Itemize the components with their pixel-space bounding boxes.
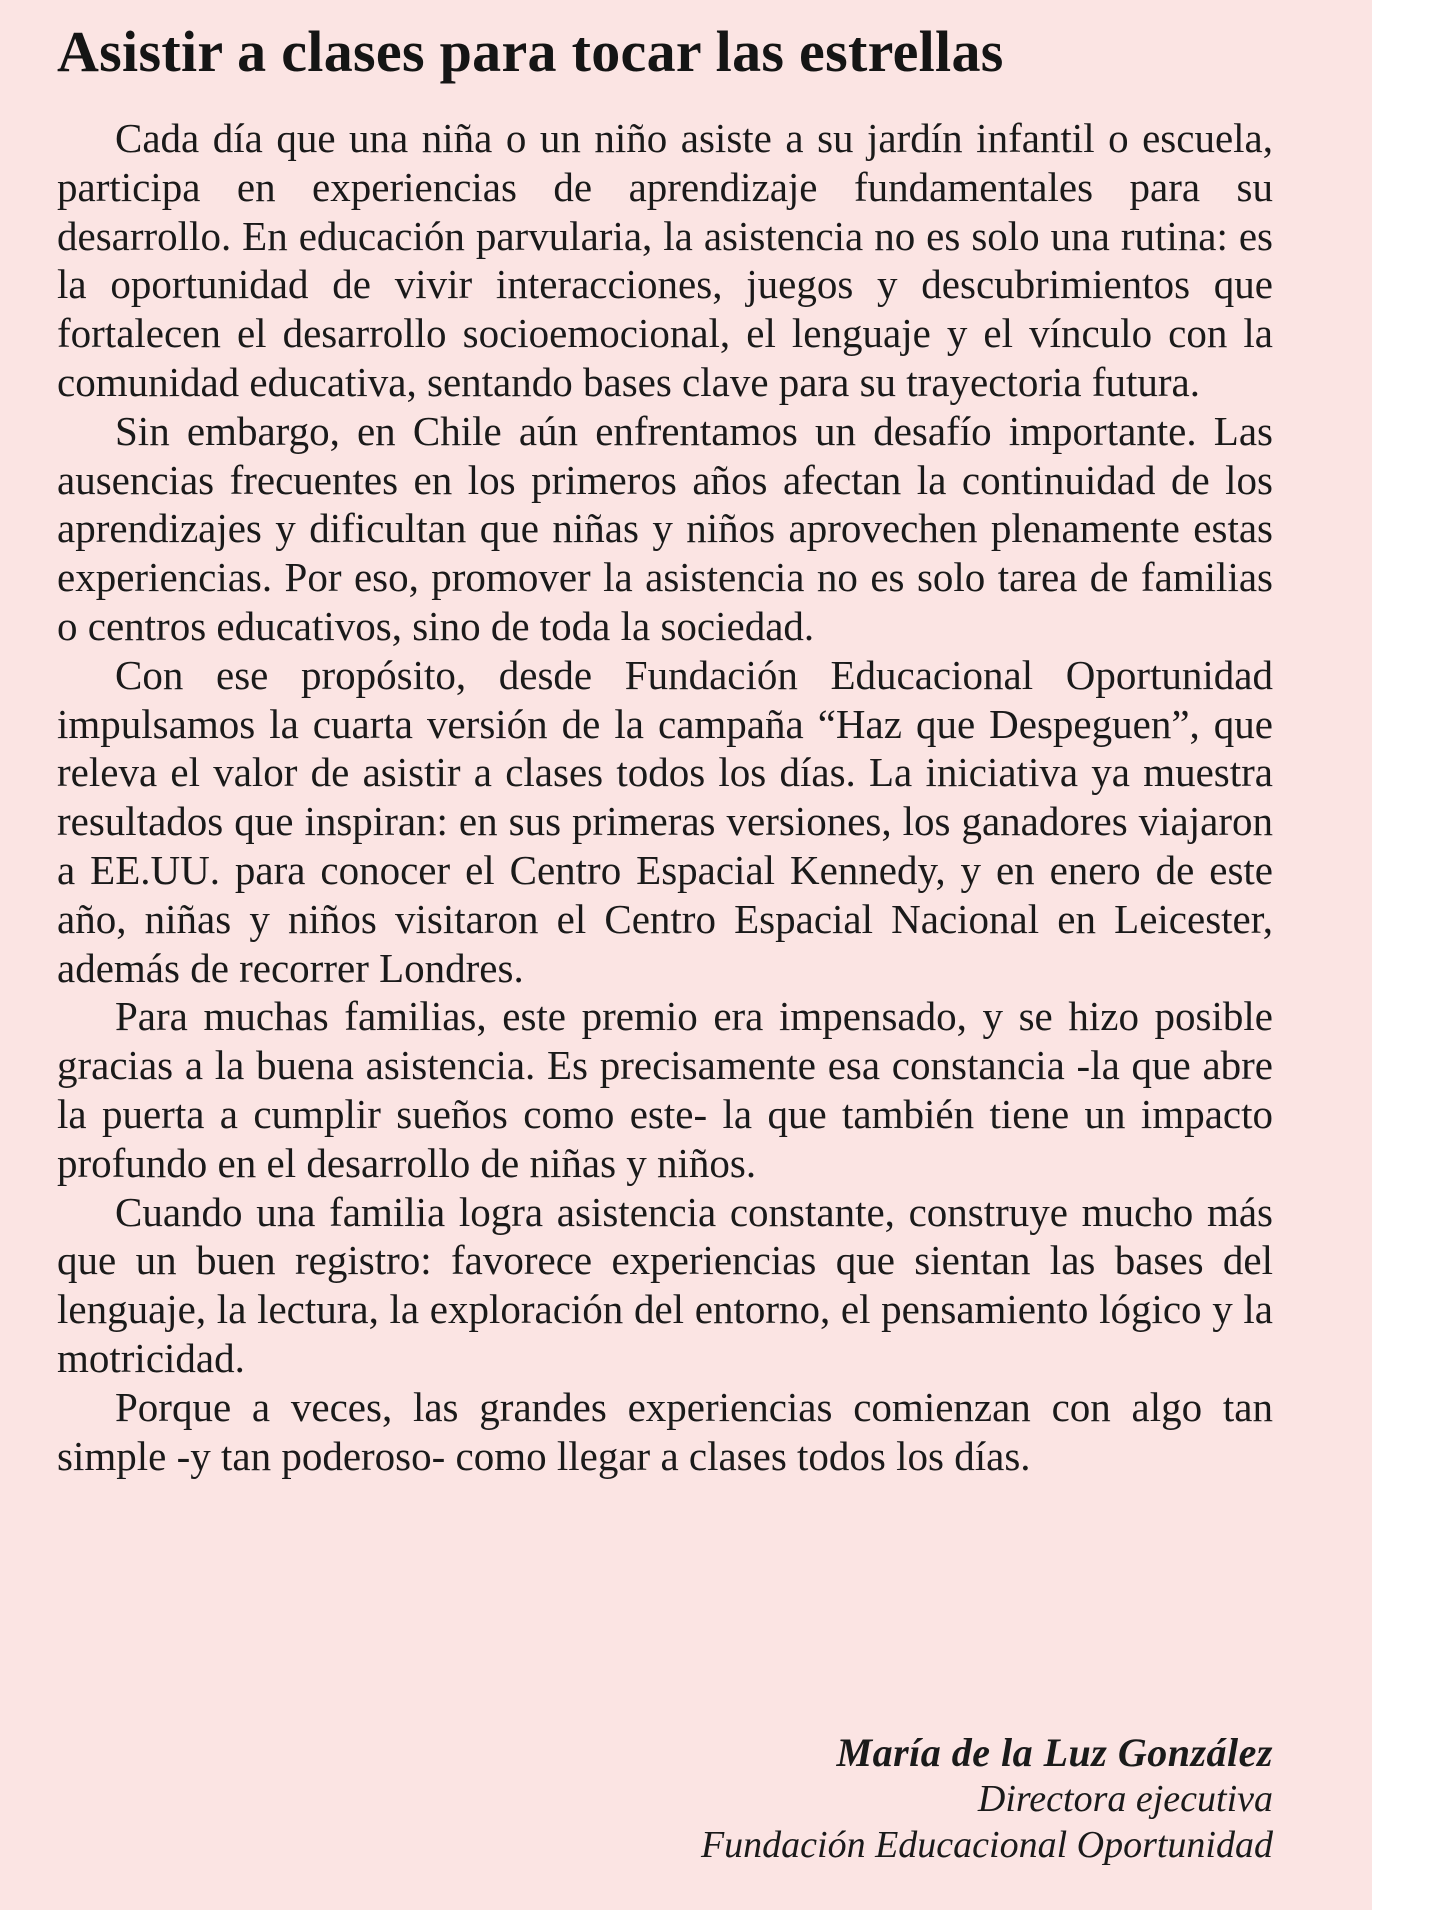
signature-role: Directora ejecutiva <box>977 1778 1273 1820</box>
signature-organization: Fundación Educacional Oportunidad <box>700 1824 1273 1866</box>
signature-block <box>701 1730 1273 1868</box>
paragraph-1: Cada día que una niña o un niño asiste a su jardín infantil o escuela, participa en experiencias de aprendizaje fundamentales para su desarrollo. En educación parvularia, la asistencia no es solo una rutina: es la oportunidad de vivir interacciones, juegos y descubrimientos que fortalecen el desarrollo socioemocional, el lenguaje y el vínculo con la comunidad educativa, sentando bases clave para su trayectoria futura. <box>57 115 1273 405</box>
paragraph-2: Sin embargo, en Chile aún enfrentamos un desafío importante. Las ausencias frecuentes en los primeros años afectan la continuidad de los aprendizajes y dificultan que niñas y niños aprovechen plenamente estas experiencias. Por eso, promover la asistencia no es solo tarea de familias o centros educativos, sino de toda la sociedad. <box>57 407 1273 649</box>
paragraph-5: Cuando una familia logra asistencia constante, construye mucho más que un buen registro: favorece experiencias que sientan las bases del lenguaje, la lectura, la exploración del entorno, el pensamiento lógico y la motricidad. <box>57 1188 1273 1381</box>
article-title: Asistir a clases para tocar las estrellas <box>57 19 1004 84</box>
article-body <box>57 114 1273 1480</box>
paragraph-3: Con ese propósito, desde Fundación Educacional Oportunidad impulsamos la cuarta versión de la campaña “Haz que Despeguen”, que releva el valor de asistir a clases todos los días. La iniciativa ya muestra resultados que inspiran: en sus primeras versiones, los ganadores viajaron a EE.UU. para conocer el Centro Espacial Kennedy, y en enero de este año, niñas y niños visitaron el Centro Espacial Nacional en Leicester, además de recorrer Londres. <box>57 651 1273 991</box>
paragraph-6: Porque a veces, las grandes experiencias comienzan con algo tan simple -y tan poderoso- como llegar a clases todos los días. <box>57 1383 1273 1479</box>
signature-author: María de la Luz González <box>836 1730 1273 1775</box>
article-content <box>57 12 1273 1866</box>
paragraph-4: Para muchas familias, este premio era impensado, y se hizo posible gracias a la buena asistencia. Es precisamente esa constancia -la que abre la puerta a cumplir sueños como este- la que también tiene un impacto profundo en el desarrollo de niñas y niños. <box>57 993 1273 1186</box>
